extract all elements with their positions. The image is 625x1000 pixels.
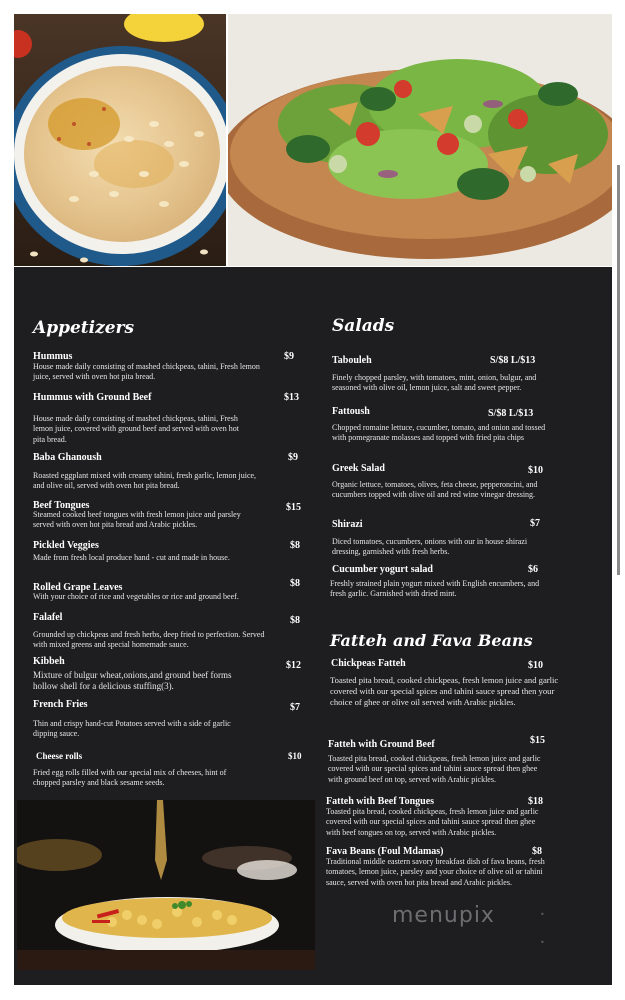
- menu-item-name: Greek Salad: [332, 463, 385, 474]
- menu-item-desc: House made daily consisting of mashed chickpeas, tahini, Fresh lemon juice, covered with ground beef and served with oven hot pita bread.: [33, 414, 239, 444]
- menu-item-desc: House made daily consisting of mashed chickpeas, tahini, Fresh lemon juice, served with oven hot pita bread.: [33, 362, 260, 382]
- page-edge-bar: [617, 165, 620, 575]
- menu-item-price: $18: [528, 796, 543, 807]
- menu-item-price: $6: [528, 564, 538, 575]
- menu-item-name: Hummus with Ground Beef: [33, 392, 152, 403]
- menu-item-price: $8: [532, 846, 542, 857]
- menu-item-desc: Chopped romaine lettuce, cucumber, tomato, and onion and tossed with pomegranate molasses and topped with fried pita chips: [332, 423, 546, 443]
- fatteh-bowl-photo: [17, 800, 315, 970]
- menu-item-name: Fattoush: [332, 406, 370, 417]
- menu-item-desc: Organic lettuce, tomatoes, olives, feta cheese, pepperoncini, and cucumbers topped with olive oil and red wine vinegar dressing.: [332, 480, 538, 500]
- menu-item-desc: Toasted pita bread, cooked chickpeas, fresh lemon juice and garlic covered with our special spices and tahini sauce spread then ghee with beef tongues on top, served with Arabic pickles.: [326, 807, 539, 837]
- hummus-photo: [14, 14, 226, 266]
- fatteh-heading: Fatteh and Fava Beans: [330, 631, 533, 650]
- menu-item-desc: Mixture of bulgur wheat,onions,and ground beef forms hollow shell for a delicious stuffing(3).: [33, 670, 232, 691]
- menu-item-price: $8: [290, 540, 300, 551]
- menu-item-desc: Toasted pita bread, cooked chickpeas, fresh lemon juice and garlic covered with our special spices and tahini sauce spread then your choice of ghee or olive oil served with Arabic pickles.: [330, 675, 559, 707]
- appetizers-heading: Appetizers: [33, 318, 135, 338]
- menu-item-price: $12: [286, 660, 301, 671]
- fattoush-salad-photo: [228, 14, 612, 266]
- menu-item-price: $7: [530, 518, 540, 529]
- menu-item-desc: Made from fresh local produce hand - cut and made in house.: [33, 553, 230, 562]
- menu-item-price: $10: [528, 660, 543, 671]
- salads-heading: Salads: [332, 316, 395, 336]
- menu-item-name: Tabouleh: [332, 355, 372, 366]
- menu-item-name: French Fries: [33, 699, 88, 710]
- menu-item-name: Kibbeh: [33, 656, 65, 667]
- menu-item-name: Cheese rolls: [36, 751, 83, 761]
- menu-item-desc: Traditional middle eastern savory breakfast dish of fava beans, fresh tomatoes, lemon juice, parsley and your choice of olive oil or tahini sauce, served with oven hot pita bread and Arabic pickles.: [326, 857, 545, 887]
- menu-item-price: $8: [290, 615, 300, 626]
- menu-item-name: Fatteh with Beef Tongues: [326, 796, 435, 807]
- menu-item-desc: Freshly strained plain yogurt mixed with English encumbers, and fresh garlic. Garnished with dried mint.: [330, 579, 540, 599]
- menu-item-price: $10: [288, 751, 302, 761]
- menu-item-name: Fava Beans (Foul Mdamas): [326, 846, 444, 857]
- menu-item-name: Shirazi: [332, 519, 363, 530]
- decorative-mark: •: [540, 938, 545, 947]
- menu-item-name: Beef Tongues: [33, 500, 90, 511]
- menu-item-price: $10: [528, 465, 543, 476]
- menu-item-price: $15: [286, 502, 301, 513]
- menu-item-name: Falafel: [33, 612, 63, 623]
- menupix-watermark: menupix: [392, 903, 495, 928]
- menu-item-price: $9: [284, 351, 294, 362]
- menu-item-desc: Roasted eggplant mixed with creamy tahini, fresh garlic, lemon juice, and olive oil, served with oven hot pita bread.: [33, 471, 257, 491]
- menu-item-name: Pickled Veggies: [33, 540, 99, 551]
- menu-item-price: $8: [290, 578, 300, 589]
- menu-item-name: Rolled Grape Leaves: [33, 582, 123, 593]
- menu-item-desc: Diced tomatoes, cucumbers, onions with our in house shirazi dressing, garnished with fresh herbs.: [332, 537, 528, 557]
- menu-item-price: $13: [284, 392, 299, 403]
- menu-item-desc: With your choice of rice and vegetables or rice and ground beef.: [33, 592, 239, 601]
- decorative-mark: •: [540, 910, 545, 919]
- menu-item-name: Hummus: [33, 351, 73, 362]
- menu-item-name: Chickpeas Fatteh: [331, 658, 406, 669]
- menu-item-price: $9: [288, 452, 298, 463]
- menu-item-desc: Toasted pita bread, cooked chickpeas, fresh lemon juice and garlic covered with our special spices and tahini sauce spread then ghee with ground beef on top, served with Arabic pickles.: [328, 754, 541, 784]
- menu-item-desc: Thin and crispy hand-cut Potatoes served with a side of garlic dipping sauce.: [33, 719, 231, 739]
- menu-item-desc: Grounded up chickpeas and fresh herbs, deep fried to perfection. Served with mixed greens and special homemade sauce.: [33, 630, 265, 650]
- menu-item-price: $15: [530, 735, 545, 746]
- menu-item-name: Baba Ghanoush: [33, 452, 102, 463]
- menu-item-desc: Fried egg rolls filled with our special mix of cheeses, hint of chopped parsley and black sesame seeds.: [33, 768, 227, 788]
- menu-item-desc: Finely chopped parsley, with tomatoes, mint, onion, bulgur, and seasoned with olive oil, lemon juice, salt and sweet pepper.: [332, 373, 537, 393]
- menu-item-name: Cucumber yogurt salad: [332, 564, 433, 575]
- menu-item-desc: Steamed cooked beef tongues with fresh lemon juice and parsley served with oven hot pita bread and Arabic pickles.: [33, 510, 241, 530]
- menu-item-name: Fatteh with Ground Beef: [328, 739, 435, 750]
- menu-item-price: S/$8 L/$13: [488, 408, 534, 419]
- menu-item-price: S/$8 L/$13: [490, 355, 536, 366]
- menu-item-price: $7: [290, 702, 300, 713]
